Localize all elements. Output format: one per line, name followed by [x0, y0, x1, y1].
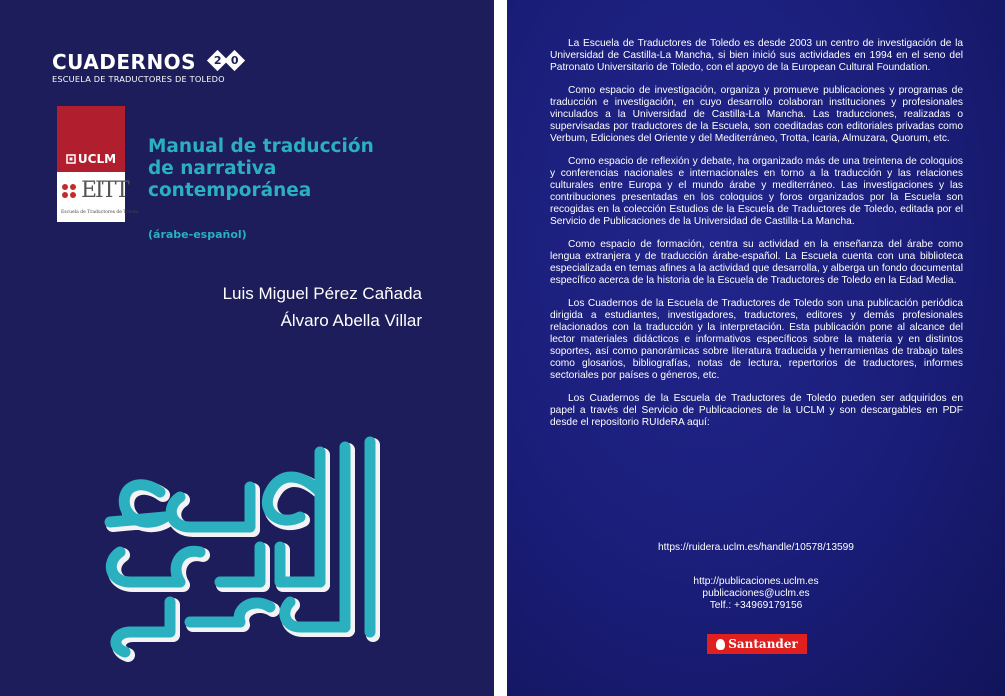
author-1: Luis Miguel Pérez Cañada — [222, 284, 422, 303]
eitt-logo-subtitle: Escuela de Traductores de Toledo — [61, 210, 139, 215]
uclm-logo — [57, 106, 125, 172]
santander-logo — [707, 634, 807, 654]
uclm-emblem-icon — [66, 154, 76, 164]
back-paragraph-5: Los Cuadernos de la Escuela de Traductores de Toledo son una publicación periódica dirigida a estudiantes, investigadores, traductores, editores y demás profesionales relacionados con la traducción y la interpretación. Esta publicación pone al alcance del lector materiales didácticos e informativos específicos sobre la materia y en distintos soportes, así como panorámicas sobre literatura traducida y herramientas de trabajo tales como glosarios, bibliografías, notas de lectura, repertorios de traductores, informes sectoriales por países o géneros, etc. — [550, 298, 963, 381]
santander-flame-icon — [716, 639, 725, 650]
publications-website-link[interactable]: http://publicaciones.uclm.es — [693, 576, 819, 587]
series-number-digit-1: 2 — [207, 50, 228, 71]
back-cover-text — [550, 38, 963, 440]
contact-block — [507, 576, 1005, 612]
back-paragraph-2: Como espacio de investigación, organiza y promueve publicaciones y programas de traducción e investigación, en cuyo desarrollo colaboran instituciones y profesionales vinculados a la Universidad de Castilla-La Mancha. Las traducciones, realizadas o supervisadas por traductores de la Escuela, son coeditadas con editoriales privadas como Verbum, Ediciones del Oriente y del Mediterráneo, Trotta, Icaria, Almuzara, Quorum, etc. — [550, 85, 963, 144]
author-2: Álvaro Abella Villar — [280, 311, 422, 330]
arabic-calligraphy-icon — [70, 432, 430, 662]
eitt-logo — [57, 172, 139, 222]
eitt-dots-icon — [62, 184, 78, 200]
eitt-logo-text: EITT — [81, 178, 128, 203]
back-paragraph-4: Como espacio de formación, centra su actividad en la enseñanza del árabe como lengua extranjera y de traducción árabe-español. La Escuela cuenta con una biblioteca especializada en temas afines a la actividad que desarrolla, y alberga un fondo documental específico acerca de la historia de la Escuela de Traductores de Toledo en la Edad Media. — [550, 239, 963, 286]
series-number — [210, 53, 242, 68]
book-subtitle: (árabe-español) — [148, 228, 247, 241]
repository-link[interactable]: https://ruidera.uclm.es/handle/10578/13599 — [658, 542, 854, 553]
series-title: CUADERNOS — [52, 50, 197, 74]
series-number-digit-2: 0 — [224, 50, 245, 71]
series-subtitle: ESCUELA DE TRADUCTORES DE TOLEDO — [52, 74, 225, 84]
sponsor-name: Santander — [728, 637, 798, 651]
front-cover — [0, 0, 494, 696]
publications-phone: Telf.: +34969179156 — [709, 600, 803, 611]
back-paragraph-3: Como espacio de reflexión y debate, ha organizado más de una treintena de coloquios y conferencias nacionales e internacionales en torno a la traducción y las relaciones culturales entre Europa y el mundo árabe y mediterráneo. Las investigaciones y las contribuciones presentadas en los coloquios y foros organizados por la Escuela son recogidas en la colección Estudios de la Escuela de Traductores de Toledo, editada por el Servicio de Publicaciones de la Universidad de Castilla-La Mancha. — [550, 156, 963, 227]
uclm-logo-text: UCLM — [77, 152, 117, 166]
book-title: Manual de traducción de narrativa contemporánea — [148, 136, 374, 201]
back-paragraph-6: Los Cuadernos de la Escuela de Traductores de Toledo pueden ser adquiridos en papel a través del Servicio de Publicaciones de la UCLM y son descargables en PDF desde el repositorio RUIdeRA aquí: — [550, 393, 963, 428]
back-paragraph-1: La Escuela de Traductores de Toledo es desde 2003 un centro de investigación de la Universidad de Castilla-La Mancha, si bien inició sus actividades en 1994 en el seno del Patronato Universitario de Toledo, con el apoyo de la European Cultural Foundation. — [550, 38, 963, 73]
publications-email-link[interactable]: publicaciones@uclm.es — [702, 588, 810, 599]
